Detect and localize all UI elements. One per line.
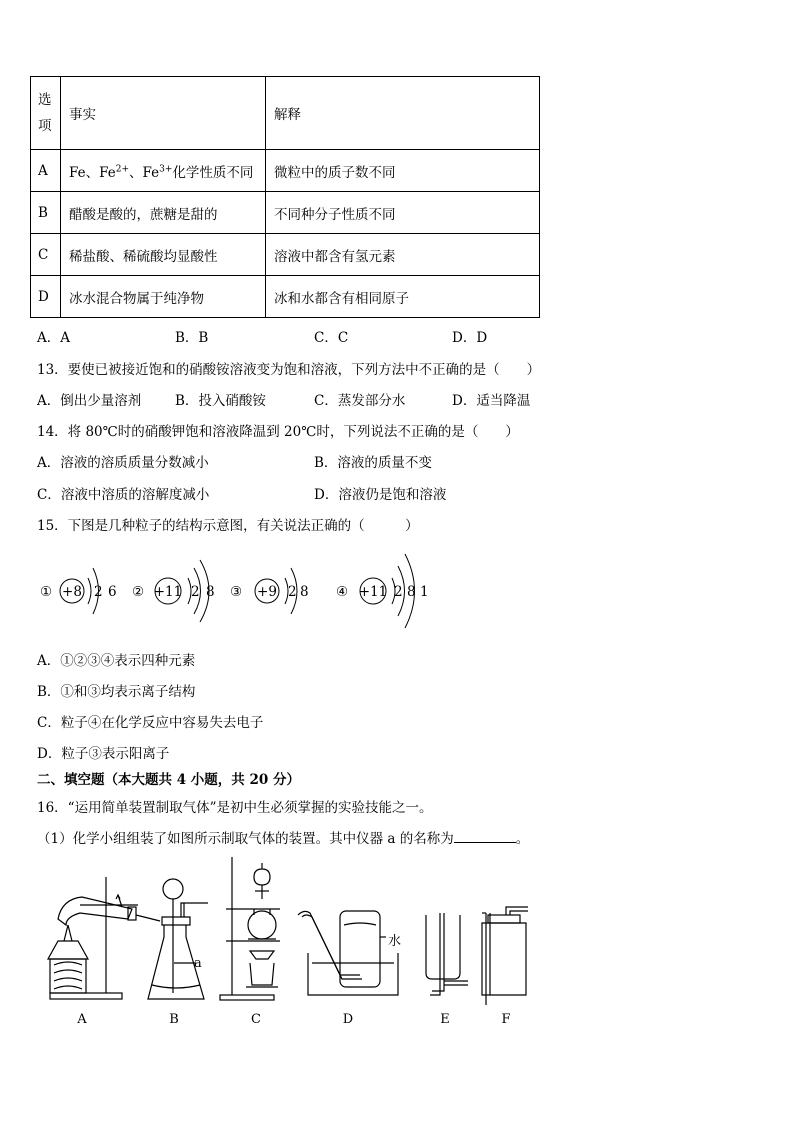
q13-option-d[interactable]: D．适当降温 (452, 393, 531, 409)
apparatus-e (426, 913, 468, 995)
q16-sub1: （1）化学小组组装了如图所示制取气体的装置。其中仪器 a 的名称为 。 (37, 831, 530, 847)
row-fact: Fe、$Fe^{2+}$、$Fe^{3+}$化学性质不同 (61, 150, 266, 192)
shell-electrons: 8 (206, 584, 215, 600)
table-row (31, 276, 540, 318)
q14-option-c[interactable]: C．溶液中溶质的溶解度减小 (37, 487, 210, 503)
q12-option-a[interactable]: A．A (37, 330, 70, 346)
row-reason: 不同种分子性质不同 (266, 192, 540, 234)
section-heading: 二、填空题（本大题共 4 小题，共 20 分） (37, 772, 300, 788)
row-fact: 稀盐酸、稀硫酸均显酸性 (61, 234, 266, 276)
header-reason: 解释 (266, 77, 540, 150)
q15-option-c[interactable]: C．粒子④在化学反应中容易失去电子 (37, 715, 264, 731)
shell-electrons: 2 (288, 584, 297, 600)
particle-label: ② (132, 584, 145, 600)
shell-electrons: 2 (94, 584, 103, 600)
q13-stem: 13．要使已被接近饱和的硝酸铵溶液变为饱和溶液，下列方法中不正确的是（ ） (37, 362, 541, 378)
row-reason: 溶液中都含有氢元素 (266, 234, 540, 276)
row-fact: 冰水混合物属于纯净物 (61, 276, 266, 318)
table-row (31, 234, 540, 276)
apparatus-label: A (77, 1012, 87, 1027)
facts-table (30, 76, 540, 318)
row-reason: 冰和水都含有相同原子 (266, 276, 540, 318)
apparatus-b (148, 879, 208, 999)
electron-shell-arc (88, 578, 91, 604)
q12-option-c[interactable]: C．C (314, 330, 349, 346)
label-a: a (194, 956, 202, 971)
shell-electrons: 6 (108, 584, 117, 600)
q12-option-b[interactable]: B．B (175, 330, 209, 346)
q13-option-b[interactable]: B．投入硝酸铵 (175, 393, 266, 409)
q15-option-b[interactable]: B．①和③均表示离子结构 (37, 684, 196, 700)
row-option: B (31, 192, 61, 234)
label-water: 水 (388, 934, 402, 949)
q16-stem: 16．“运用简单装置制取气体”是初中生必须掌握的实验技能之一。 (37, 800, 433, 816)
particle-label: ④ (336, 584, 349, 600)
apparatus-label: B (169, 1012, 179, 1027)
q14-option-a[interactable]: A．溶液的溶质质量分数减小 (37, 455, 209, 471)
apparatus-f (482, 907, 528, 1005)
shell-electrons: 8 (407, 584, 416, 600)
apparatus-label: E (440, 1012, 450, 1027)
q15-stem: 15．下图是几种粒子的结构示意图，有关说法正确的（ ） (37, 518, 419, 534)
apparatus-a (48, 877, 160, 999)
shell-electrons: 1 (420, 584, 429, 600)
particle-label: ① (40, 584, 53, 600)
shell-electrons: 2 (191, 584, 200, 600)
apparatus-d (298, 911, 398, 995)
answer-blank[interactable] (454, 830, 516, 843)
nucleus-charge: +11 (153, 584, 183, 600)
particle-structure-diagram (30, 540, 450, 640)
q14-option-d[interactable]: D．溶液仍是饱和溶液 (314, 487, 447, 503)
apparatus-label: D (342, 1012, 354, 1027)
apparatus-label: F (501, 1012, 511, 1027)
particle-label: ③ (230, 584, 243, 600)
q12-option-d[interactable]: D．D (452, 330, 488, 346)
row-fact: 醋酸是酸的，蔗糖是甜的 (61, 192, 266, 234)
table-header-row (31, 77, 540, 150)
q13-option-c[interactable]: C．蒸发部分水 (314, 393, 406, 409)
apparatus-label: C (251, 1012, 261, 1027)
table-row (31, 192, 540, 234)
row-option: D (31, 276, 61, 318)
apparatus-c (220, 857, 280, 1000)
header-fact: 事实 (61, 77, 266, 150)
nucleus-charge: +8 (62, 584, 82, 600)
nucleus-charge: +9 (257, 584, 277, 600)
q13-option-a[interactable]: A．倒出少量溶剂 (37, 393, 142, 409)
table-row (31, 150, 540, 192)
q15-option-d[interactable]: D．粒子③表示阳离子 (37, 746, 170, 762)
nucleus-charge: +11 (358, 584, 388, 600)
q14-stem: 14．将 80℃时的硝酸钾饱和溶液降温到 20℃时，下列说法不正确的是（ ） (37, 424, 519, 440)
gas-apparatus-figure (40, 855, 560, 1035)
shell-electrons: 8 (300, 584, 309, 600)
q14-option-b[interactable]: B．溶液的质量不变 (314, 455, 432, 471)
row-option: A (31, 150, 61, 192)
q15-option-a[interactable]: A．①②③④表示四种元素 (37, 653, 196, 669)
shell-electrons: 2 (394, 584, 403, 600)
row-option: C (31, 234, 61, 276)
row-reason: 微粒中的质子数不同 (266, 150, 540, 192)
header-option: 选 项 (31, 77, 61, 150)
